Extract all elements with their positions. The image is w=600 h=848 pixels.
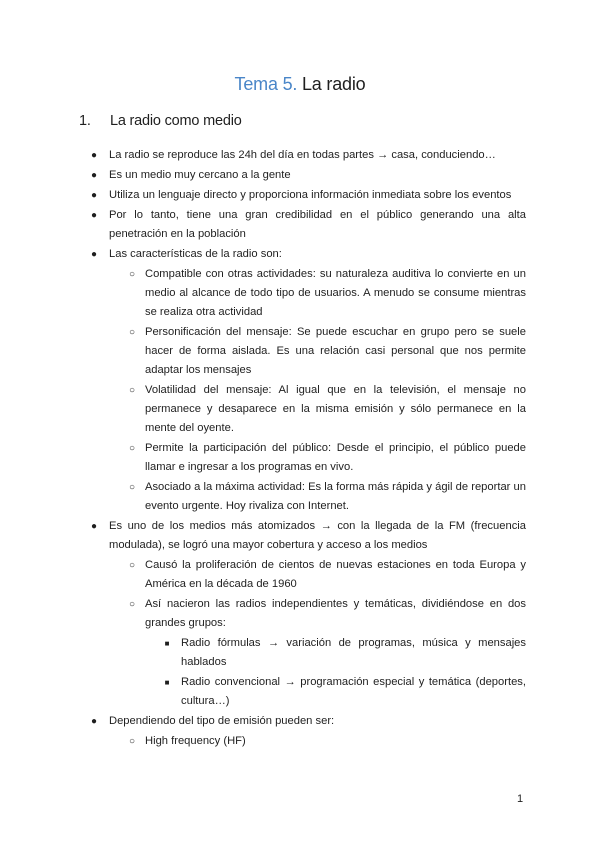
circle-bullet-icon: ○ [128,599,136,610]
square-bullet-icon: ■ [164,639,170,648]
circle-bullet-icon: ○ [128,385,136,396]
circle-bullet-icon: ○ [128,560,136,571]
list-item: ○ Permite la participación del público: Desde el principio, el público puede llamar e ingresar a los programas en vivo. [145,439,526,477]
title-name: La radio [302,74,366,94]
disc-bullet-icon: ● [90,249,98,260]
circle-bullet-icon: ○ [128,269,136,280]
bullet-list [0,146,600,752]
list-item: ○ Causó la proliferación de cientos de nuevas estaciones en toda Europa y América en la década de 1960 [145,556,526,594]
list-item: ● Dependiendo del tipo de emisión pueden ser: [109,712,526,731]
list-item: ● Las características de la radio son: [109,245,526,264]
list-item: ○ Compatible con otras actividades: su naturaleza auditiva lo convierte en un medio al alcance de todo tipo de usuarios. A menudo se consume mientras se realiza otra actividad [145,265,526,322]
disc-bullet-icon: ● [90,170,98,181]
page-number: 1 [517,793,524,805]
circle-bullet-icon: ○ [128,327,136,338]
disc-bullet-icon: ● [90,210,98,221]
circle-bullet-icon: ○ [128,482,136,493]
list-item: ■ Radio fórmulas → variación de programas, música y mensajes hablados [181,634,526,672]
circle-bullet-icon: ○ [128,736,136,747]
list-item: ○ Así nacieron las radios independientes y temáticas, dividiéndose en dos grandes grupos: [145,595,526,633]
page-title [0,74,600,95]
list-item: ○ High frequency (HF) [145,732,526,751]
list-item: ■ Radio convencional → programación especial y temática (deportes, cultura…) [181,673,526,711]
disc-bullet-icon: ● [90,150,98,161]
disc-bullet-icon: ● [90,190,98,201]
list-item: ○ Volatilidad del mensaje: Al igual que en la televisión, el mensaje no permanece y desaparece en la misma emisión y sólo permanece en la mente del oyente. [145,381,526,438]
square-bullet-icon: ■ [164,678,170,687]
list-item: ● La radio se reproduce las 24h del día en todas partes → casa, conduciendo… [109,146,526,165]
section-title: La radio como medio [110,113,242,129]
list-item: ● Es un medio muy cercano a la gente [109,166,526,185]
list-item: ● Es uno de los medios más atomizados → con la llegada de la FM (frecuencia modulada), se logró una mayor cobertura y acceso a los medios [109,517,526,555]
disc-bullet-icon: ● [90,521,98,532]
title-number: Tema 5. [234,74,298,94]
list-item: ○ Personificación del mensaje: Se puede escuchar en grupo pero se suele hacer de forma aislada. Es una relación casi personal que nos permite adaptar los mensajes [145,323,526,380]
circle-bullet-icon: ○ [128,443,136,454]
section-heading [79,113,242,129]
disc-bullet-icon: ● [90,716,98,727]
list-item: ● Por lo tanto, tiene una gran credibilidad en el público generando una alta penetración en la población [109,206,526,244]
section-number: 1. [79,113,91,129]
list-item: ○ Asociado a la máxima actividad: Es la forma más rápida y ágil de reportar un evento urgente. Hoy rivaliza con Internet. [145,478,526,516]
list-item: ● Utiliza un lenguaje directo y proporciona información inmediata sobre los eventos [109,186,526,205]
